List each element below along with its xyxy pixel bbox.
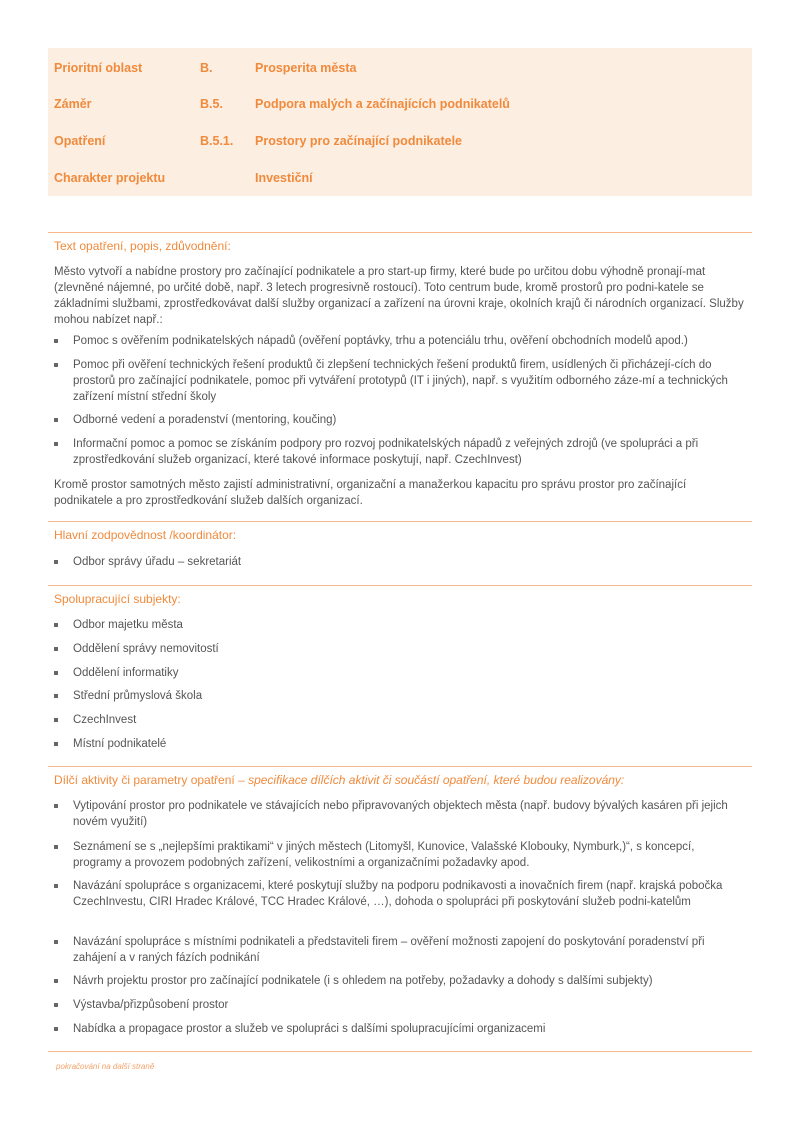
header-code: B.	[200, 61, 213, 75]
header-label: Prioritní oblast	[54, 61, 143, 75]
bullet-icon	[54, 623, 58, 627]
section-title: Text opatření, popis, zdůvodnění:	[54, 239, 231, 253]
header-row-measure	[48, 134, 752, 154]
list-item: Informační pomoc a pomoc se získáním podpory pro rozvoj podnikatelských nápadů z veřejných zdrojů (ve spolupráci a při zprostředkování služeb organizací, které takové informace poskytují, např. CzechInvest)	[54, 436, 744, 468]
description-outro: Kromě prostor samotných město zajistí administrativní, organizační a manažerkou kapacitu pro správu prostor pro začínající podnikatele a pro zprostředkování služeb dalších organizací.	[54, 479, 687, 507]
partners-section	[48, 585, 752, 766]
project-header-box	[48, 48, 752, 196]
list-item: Odbor majetku města	[54, 617, 744, 633]
bullet-icon	[54, 363, 58, 367]
bullet-icon	[54, 442, 58, 446]
activities-section	[48, 766, 752, 1051]
header-label: Záměr	[54, 97, 92, 111]
bullet-icon	[54, 845, 58, 849]
header-row-intent	[48, 97, 752, 117]
header-value: Podpora malých a začínajících podnikatelů	[255, 97, 510, 111]
header-value: Investiční	[255, 171, 313, 185]
header-value: Prosperita města	[255, 61, 357, 75]
list-item: Navázání spolupráce s organizacemi, které poskytují služby na podporu podnikavosti a inovačních firem (např. krajská pobočka CzechInvestu, CIRI Hradec Králové, TCC Hradec Králové, …), dohoda o spolupráci při poskytování služeb podni-katelům	[54, 878, 744, 910]
list-item: Oddělení správy nemovitostí	[54, 641, 744, 657]
list-item: Seznámení se s „nejlepšími praktikami“ v jiných městech (Litomyšl, Kunovice, Valašské Klobouky, Nymburk,)“, s koncepcí, programy a provozem podobných zařízení, velikostními a organizačními požadavky apod.	[54, 839, 744, 871]
activities-title: Dílčí aktivity či parametry opatření	[54, 773, 235, 787]
section-title: Spolupracující subjekty:	[54, 592, 181, 606]
list-item: Odbor správy úřadu – sekretariát	[54, 554, 744, 570]
bullet-icon	[54, 694, 58, 698]
header-code: B.5.	[200, 97, 223, 111]
list-item: Střední průmyslová škola	[54, 688, 744, 704]
list-item: Pomoc při ověření technických řešení produktů či zlepšení technických řešení produktů firem, usídlených či přicházejí-cích do prostorů pro začínající podnikatele, pomoc při vytváření prototypů (IT i jiných), např. s využitím odborného záze-mí a technických zařízení místní střední školy	[54, 357, 744, 405]
header-code: B.5.1.	[200, 134, 234, 148]
list-item: Odborné vedení a poradenství (mentoring, koučing)	[54, 412, 744, 428]
list-item: CzechInvest	[54, 712, 744, 728]
bullet-icon	[54, 339, 58, 343]
bullet-icon	[54, 884, 58, 888]
section-title	[54, 773, 624, 787]
header-label: Opatření	[54, 134, 106, 148]
header-row-priority-area	[48, 61, 752, 81]
header-value: Prostory pro začínající podnikatele	[255, 134, 463, 148]
bullet-icon	[54, 1027, 58, 1031]
list-item: Vytipování prostor pro podnikatele ve stávajících nebo připravovaných objektech města (např. budovy bývalých kasáren při jejich novém využití)	[54, 798, 744, 830]
footer-divider	[48, 1051, 752, 1052]
bullet-icon	[54, 560, 58, 564]
bullet-icon	[54, 979, 58, 983]
section-title: Hlavní zodpovědnost /koordinátor:	[54, 528, 237, 542]
bullet-icon	[54, 940, 58, 944]
responsibility-section	[48, 521, 752, 585]
list-item: Navázání spolupráce s místními podnikateli a představiteli firem – ověření možnosti zapojení do poskytování poradenství při zahájení a v raných fázích podnikání	[54, 934, 744, 966]
bullet-icon	[54, 647, 58, 651]
list-item: Výstavba/přizpůsobení prostor	[54, 997, 744, 1013]
bullet-icon	[54, 742, 58, 746]
list-item: Pomoc s ověřením podnikatelských nápadů (ověření poptávky, trhu a potenciálu trhu, ověření obchodních modelů apod.)	[54, 333, 744, 349]
bullet-icon	[54, 1003, 58, 1007]
list-item: Místní podnikatelé	[54, 736, 744, 752]
header-label: Charakter projektu	[54, 171, 166, 185]
bullet-icon	[54, 418, 58, 422]
header-row-project-type	[48, 171, 752, 191]
continuation-note: pokračování na další straně	[56, 1062, 155, 1071]
activities-subtitle: – specifikace dílčích aktivit či součástí opatření, které budou realizovány:	[234, 773, 625, 787]
bullet-icon	[54, 718, 58, 722]
list-item: Nabídka a propagace prostor a služeb ve spolupráci s dalšími spolupracujícími organizacemi	[54, 1021, 744, 1037]
description-intro: Město vytvoří a nabídne prostory pro začínající podnikatele a pro start-up firmy, které bude po určitou dobu výhodně pronají-mat (zlevněné nájemné, po určité době, např. 3 letech progresivně rostoucí). Toto centrum bude, kromě prostorů pro podni-katele se základními službami, zprostředkovávat další služby organizací a zařízení na úrovni kraje, okolních krajů či národních organizací. Služby mohou nabízet např.:	[54, 266, 744, 326]
list-item: Návrh projektu prostor pro začínající podnikatele (i s ohledem na potřeby, požadavky a dohody s dalšími subjekty)	[54, 973, 744, 989]
list-item: Oddělení informatiky	[54, 665, 744, 681]
bullet-icon	[54, 804, 58, 808]
bullet-icon	[54, 671, 58, 675]
description-section	[48, 232, 752, 521]
